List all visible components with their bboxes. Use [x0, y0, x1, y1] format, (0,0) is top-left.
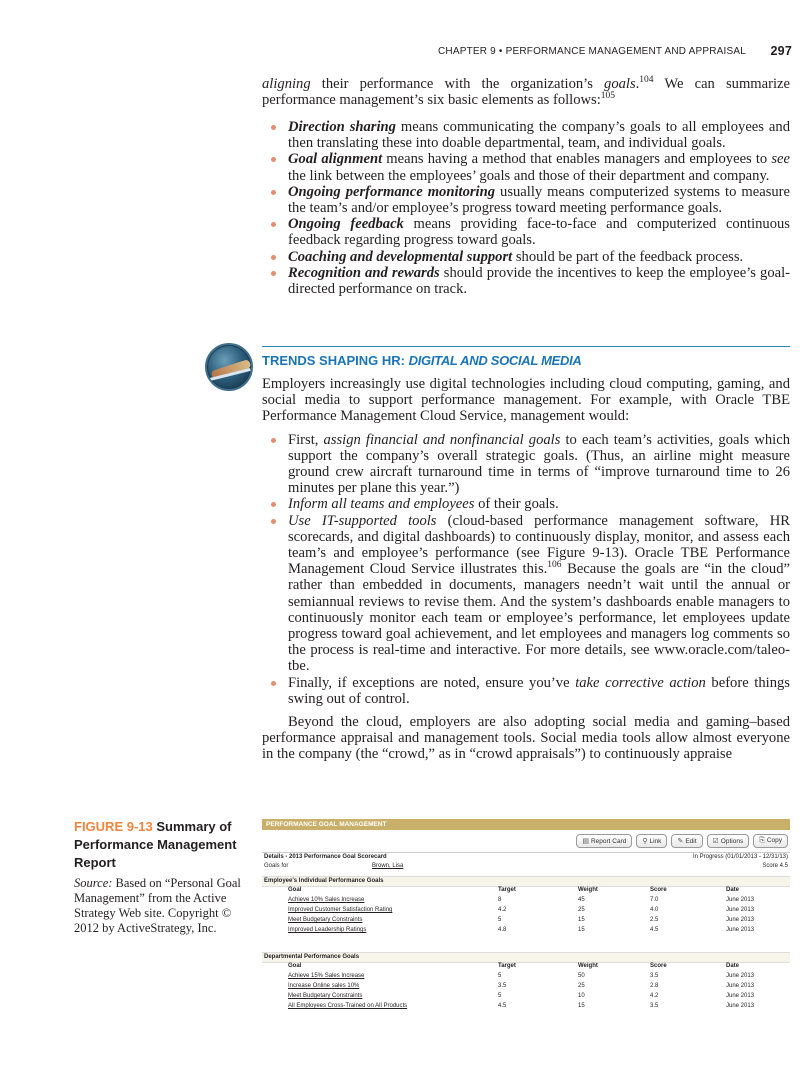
term: Ongoing feedback [288, 216, 404, 233]
weight: 25 [578, 907, 585, 913]
goal-link[interactable]: Improved Leadership Ratings [288, 927, 367, 933]
col-target: Target [498, 963, 516, 969]
target: 3.5 [498, 983, 507, 989]
term: Goal alignment [288, 151, 383, 168]
definition: means providing face-to-face and computerized continuous feedback regarding progress toward goals. [288, 216, 790, 249]
bullet-em: Inform all teams and employees [288, 496, 475, 513]
term: Direction sharing [288, 119, 396, 135]
toolbar [576, 834, 788, 848]
target: 5 [498, 993, 502, 999]
table-row [262, 972, 790, 980]
definition: should provide the incentives to keep the employee’s goal-directed performance on track. [288, 264, 791, 298]
elements-list [262, 119, 790, 297]
col-target: Target [498, 887, 516, 893]
col-score: Score [650, 887, 667, 893]
bullet-em: Use IT-supported tools [288, 512, 437, 529]
button-label: Edit [685, 838, 697, 845]
trends-heading-italic: DIGITAL AND SOCIAL MEDIA [408, 353, 582, 368]
employee-link[interactable]: Brown, Lisa [372, 863, 404, 869]
bullet-text-3: Because the goals are “in the cloud” rather than embedded in documents, managers needn’t wait until the annual or semiannual reviews to revise them. And the system’s dashboards enable managers to continuously monitor each team or employee’s performance, let employees update progress toward goal achievement, and let employees and managers log comments so the process is real-time and interactive. For more details, see www.oracle.com/taleo-tbe. [288, 561, 790, 675]
date: June 2013 [726, 907, 755, 913]
score: 2.8 [650, 983, 659, 989]
section-title: Departmental Performance Goals [264, 954, 360, 960]
button-label: Copy [766, 837, 782, 844]
running-header [420, 44, 792, 62]
list-item [262, 675, 790, 707]
table-row [262, 906, 790, 914]
intro-text-2: We can summarize performance management’s six basic elements as follows: [262, 76, 790, 109]
edit-button[interactable] [671, 834, 702, 848]
edit-icon: ✎ [677, 838, 684, 845]
figure-caption [74, 818, 250, 936]
table-header [262, 962, 790, 970]
date: June 2013 [726, 897, 755, 903]
bullet-text: Finally, if exceptions are noted, ensure you’ve [288, 674, 576, 691]
scorecard-details [262, 852, 790, 861]
target: 4.8 [498, 927, 507, 933]
button-label: Options [720, 838, 744, 845]
date: June 2013 [726, 1003, 755, 1009]
closing-paragraph: Beyond the cloud, employers are also adopting social media and gaming–based performance appraisal and management tools. Social media tools allow almost everyone in the company (the “crowd,” as in “crowd appraisals”) to continuously appraise [262, 714, 790, 763]
list-item [262, 184, 790, 216]
footnote-ref: 104 [639, 75, 654, 86]
list-item [262, 249, 790, 265]
figure-title: Summary of Performance Management Report [74, 819, 237, 870]
table-row [262, 982, 790, 990]
list-item [262, 151, 790, 183]
term: Recognition and rewards [288, 264, 440, 281]
definition: means having a method that enables managers and employees to [382, 151, 772, 168]
target: 8 [498, 897, 502, 903]
trends-section [262, 376, 790, 763]
section-title: Employee's Individual Performance Goals [264, 878, 384, 884]
list-item [262, 216, 790, 248]
goal-link[interactable]: Meet Budgetary Constraints [288, 993, 363, 999]
goals-for-row [262, 862, 790, 870]
table-row [262, 896, 790, 904]
weight: 15 [578, 1003, 585, 1009]
bullet-text-2: to each team’s activities, goals which support the company’s overall strategic goals. (Thus, an airline might measure ground crew aircraft turnaround time in terms of “improve turnaround time to 26 minutes per plane this year.”) [288, 431, 790, 497]
target: 5 [498, 917, 502, 923]
copy-icon: ⎘ [759, 837, 765, 844]
trends-paragraph: Employers increasingly use digital technologies including cloud computing, gaming, and social media to support performance management. For example, with Oracle TBE Performance Management Cloud Service, management would: [262, 376, 790, 425]
goal-link[interactable]: All Employees Cross-Trained on All Products [288, 1003, 408, 1009]
button-label: Link [649, 838, 662, 845]
table-row [262, 926, 790, 934]
date: June 2013 [726, 983, 755, 989]
date: June 2013 [726, 917, 755, 923]
target: 4.5 [498, 1003, 507, 1009]
col-weight: Weight [578, 887, 598, 893]
definition: usually means computerized systems to measure the team’s and/or employee’s progress toward meeting performance goals. [288, 183, 791, 217]
bullet-text-2: (cloud-based performance management software, HR scorecards, and digital dashboards) to continuously display, monitor, and assess each team’s and employee’s performance (see Figure 9-13). Oracle TBE Performance Management Cloud Service illustrates this. [288, 512, 790, 578]
bullet-text: First, [288, 431, 324, 448]
score: 7.0 [650, 897, 659, 903]
score: 4.0 [650, 907, 659, 913]
list-item [262, 265, 790, 297]
date: June 2013 [726, 993, 755, 999]
list-item [262, 119, 790, 151]
footnote-ref: 105 [600, 91, 616, 102]
intro-text: their performance with the organization’s [310, 76, 605, 92]
target: 4.2 [498, 907, 507, 913]
intro-em: aligning [262, 76, 311, 92]
goal-link[interactable]: Increase Online sales 10% [288, 983, 360, 989]
col-date: Date [726, 887, 740, 893]
weight: 10 [578, 993, 585, 999]
col-date: Date [726, 963, 740, 969]
weight: 15 [578, 927, 585, 933]
panel-title: PERFORMANCE GOAL MANAGEMENT [262, 819, 790, 830]
bullet-em: take corrective action [575, 674, 706, 691]
list-item [262, 513, 790, 675]
table-row [262, 916, 790, 924]
term: Ongoing performance monitoring [288, 183, 496, 200]
definition-2: the link between the employees’ goals and those of their department and company. [288, 167, 770, 184]
performance-goal-panel [262, 819, 790, 1017]
bullet-em: assign financial and nonfinancial goals [323, 431, 561, 448]
date: June 2013 [726, 927, 755, 933]
intro-paragraph: aligning their performance with the organization’s goals.$^{104}$ We can summarize performance management’s six basic elements as follows:$^{105}$ [262, 75, 790, 109]
col-weight: Weight [578, 963, 598, 969]
digital-media-icon [205, 343, 253, 391]
details-label: Details - 2013 Performance Goal Scorecard [264, 854, 387, 860]
weight: 15 [578, 917, 585, 923]
goal-link[interactable]: Improved Customer Satisfaction Rating [288, 907, 393, 913]
goal-link[interactable]: Achieve 10% Sales Increase [288, 897, 365, 903]
copy-button[interactable] [753, 834, 788, 848]
options-button[interactable] [707, 834, 750, 848]
date: June 2013 [726, 973, 755, 979]
source-text: Based on “Personal Goal Management” from the Active Strategy Web site. Copyright © 2012 by ActiveStrategy, Inc. [74, 876, 241, 935]
link-icon: ⚲ [642, 838, 648, 845]
weight: 25 [578, 983, 585, 989]
term: Coaching and developmental support [288, 248, 513, 265]
goals-for-label: Goals for [264, 863, 289, 869]
bullet-text-2: of their goals. [474, 496, 559, 513]
score: 4.5 [650, 927, 659, 933]
page-number: 297 [770, 44, 792, 58]
table-header [262, 886, 790, 894]
list-item [262, 496, 790, 512]
intro-goals: goals [604, 76, 636, 92]
progress-status: In Progress (01/01/2013 - 12/31/13) [692, 854, 788, 860]
chapter-title: CHAPTER 9 • PERFORMANCE MANAGEMENT AND APPRAISAL [438, 46, 746, 57]
emphasis: see [771, 151, 791, 168]
weight: 45 [578, 897, 585, 903]
overall-score: Score 4.5 [762, 863, 788, 869]
report-card-button[interactable] [576, 834, 632, 848]
options-icon: ☑ [712, 838, 719, 845]
col-goal: Goal [288, 963, 302, 969]
table-row [262, 1002, 790, 1010]
col-score: Score [650, 963, 667, 969]
col-goal: Goal [288, 887, 302, 893]
list-item [262, 432, 790, 497]
definition: should be part of the feedback process. [512, 248, 744, 265]
score: 3.5 [650, 973, 659, 979]
weight: 50 [578, 973, 585, 979]
trends-heading [262, 346, 790, 368]
button-label: Report Card [590, 838, 627, 845]
goal-link[interactable]: Achieve 15% Sales Increase [288, 973, 365, 979]
score: 2.5 [650, 917, 659, 923]
score: 4.2 [650, 993, 659, 999]
footnote-ref: 106 [547, 560, 562, 571]
link-button[interactable] [636, 834, 667, 848]
source-label: Source: [74, 876, 113, 890]
trends-heading-text: TRENDS SHAPING HR: [262, 353, 409, 368]
report-card-icon: ▤ [582, 838, 589, 845]
goal-link[interactable]: Meet Budgetary Constraints [288, 917, 363, 923]
table-row [262, 992, 790, 1000]
score: 3.5 [650, 1003, 659, 1009]
figure-number: FIGURE 9-13 [74, 819, 153, 834]
bullet-text-2: before things swing out of control. [288, 674, 790, 707]
target: 5 [498, 973, 502, 979]
definition: means communicating the company’s goals to all employees and then translating these into doable departmental, team, and individual goals. [288, 119, 791, 152]
